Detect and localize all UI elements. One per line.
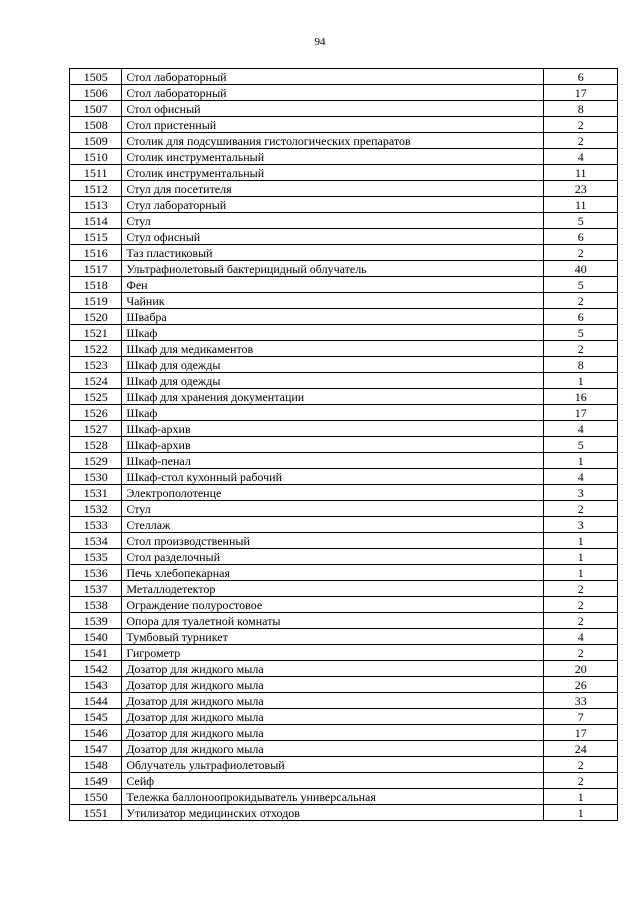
- item-name-cell: Шкаф для одежды: [122, 373, 544, 389]
- item-name-cell: Стеллаж: [122, 517, 544, 533]
- quantity-cell: 23: [544, 181, 618, 197]
- item-name-cell: Дозатор для жидкого мыла: [122, 741, 544, 757]
- table-row: [70, 693, 618, 709]
- table-row: [70, 69, 618, 85]
- row-number-cell: 1534: [70, 533, 122, 549]
- item-name-cell: Стол производственный: [122, 533, 544, 549]
- table-row: [70, 453, 618, 469]
- row-number-cell: 1551: [70, 805, 122, 821]
- row-number-cell: 1540: [70, 629, 122, 645]
- table-row: [70, 245, 618, 261]
- quantity-cell: 40: [544, 261, 618, 277]
- table-row: [70, 677, 618, 693]
- row-number-cell: 1538: [70, 597, 122, 613]
- table-row: [70, 549, 618, 565]
- quantity-cell: 33: [544, 693, 618, 709]
- quantity-cell: 3: [544, 485, 618, 501]
- item-name-cell: Тумбовый турникет: [122, 629, 544, 645]
- table-row: [70, 133, 618, 149]
- row-number-cell: 1541: [70, 645, 122, 661]
- item-name-cell: Шкаф: [122, 405, 544, 421]
- item-name-cell: Дозатор для жидкого мыла: [122, 709, 544, 725]
- quantity-cell: 6: [544, 69, 618, 85]
- row-number-cell: 1546: [70, 725, 122, 741]
- table-row: [70, 181, 618, 197]
- item-name-cell: Гигрометр: [122, 645, 544, 661]
- table-row: [70, 709, 618, 725]
- table-row: [70, 741, 618, 757]
- quantity-cell: 2: [544, 757, 618, 773]
- table-row: [70, 341, 618, 357]
- row-number-cell: 1526: [70, 405, 122, 421]
- table-row: [70, 485, 618, 501]
- quantity-cell: 2: [544, 773, 618, 789]
- row-number-cell: 1550: [70, 789, 122, 805]
- quantity-cell: 20: [544, 661, 618, 677]
- quantity-cell: 5: [544, 437, 618, 453]
- item-name-cell: Дозатор для жидкого мыла: [122, 677, 544, 693]
- row-number-cell: 1513: [70, 197, 122, 213]
- quantity-cell: 2: [544, 133, 618, 149]
- row-number-cell: 1508: [70, 117, 122, 133]
- table-row: [70, 501, 618, 517]
- item-name-cell: Стул: [122, 213, 544, 229]
- table-row: [70, 645, 618, 661]
- item-name-cell: Опора для туалетной комнаты: [122, 613, 544, 629]
- quantity-cell: 1: [544, 805, 618, 821]
- quantity-cell: 4: [544, 629, 618, 645]
- item-name-cell: Утилизатор медицинских отходов: [122, 805, 544, 821]
- table-row: [70, 725, 618, 741]
- row-number-cell: 1507: [70, 101, 122, 117]
- quantity-cell: 2: [544, 501, 618, 517]
- quantity-cell: 4: [544, 421, 618, 437]
- item-name-cell: Металлодетектор: [122, 581, 544, 597]
- row-number-cell: 1520: [70, 309, 122, 325]
- table-row: [70, 85, 618, 101]
- item-name-cell: Чайник: [122, 293, 544, 309]
- row-number-cell: 1529: [70, 453, 122, 469]
- row-number-cell: 1523: [70, 357, 122, 373]
- item-name-cell: Стол лабораторный: [122, 69, 544, 85]
- row-number-cell: 1519: [70, 293, 122, 309]
- quantity-cell: 6: [544, 309, 618, 325]
- item-name-cell: Швабра: [122, 309, 544, 325]
- quantity-cell: 8: [544, 101, 618, 117]
- quantity-cell: 4: [544, 469, 618, 485]
- item-name-cell: Ограждение полуростовое: [122, 597, 544, 613]
- quantity-cell: 6: [544, 229, 618, 245]
- table-row: [70, 613, 618, 629]
- table-row: [70, 277, 618, 293]
- table-row: [70, 325, 618, 341]
- item-name-cell: Стул лабораторный: [122, 197, 544, 213]
- quantity-cell: 2: [544, 645, 618, 661]
- table-row: [70, 149, 618, 165]
- item-name-cell: Стул офисный: [122, 229, 544, 245]
- row-number-cell: 1548: [70, 757, 122, 773]
- item-name-cell: Шкаф для хранения документации: [122, 389, 544, 405]
- table-row: [70, 213, 618, 229]
- table-row: [70, 469, 618, 485]
- quantity-cell: 5: [544, 277, 618, 293]
- table-row: [70, 229, 618, 245]
- table-row: [70, 405, 618, 421]
- row-number-cell: 1532: [70, 501, 122, 517]
- row-number-cell: 1543: [70, 677, 122, 693]
- item-name-cell: Фен: [122, 277, 544, 293]
- row-number-cell: 1505: [70, 69, 122, 85]
- row-number-cell: 1536: [70, 565, 122, 581]
- table-row: [70, 309, 618, 325]
- quantity-cell: 3: [544, 517, 618, 533]
- quantity-cell: 2: [544, 581, 618, 597]
- item-name-cell: Таз пластиковый: [122, 245, 544, 261]
- item-name-cell: Шкаф для одежды: [122, 357, 544, 373]
- quantity-cell: 26: [544, 677, 618, 693]
- row-number-cell: 1517: [70, 261, 122, 277]
- row-number-cell: 1509: [70, 133, 122, 149]
- row-number-cell: 1525: [70, 389, 122, 405]
- table-row: [70, 517, 618, 533]
- row-number-cell: 1522: [70, 341, 122, 357]
- page-number: 94: [314, 36, 326, 48]
- row-number-cell: 1514: [70, 213, 122, 229]
- row-number-cell: 1531: [70, 485, 122, 501]
- item-name-cell: Столик инструментальный: [122, 165, 544, 181]
- table-row: [70, 261, 618, 277]
- table-row: [70, 805, 618, 821]
- item-name-cell: Тележка баллоноопрокидыватель универсальная: [122, 789, 544, 805]
- quantity-cell: 8: [544, 357, 618, 373]
- row-number-cell: 1518: [70, 277, 122, 293]
- quantity-cell: 1: [544, 549, 618, 565]
- item-name-cell: Дозатор для жидкого мыла: [122, 661, 544, 677]
- item-name-cell: Шкаф-архив: [122, 421, 544, 437]
- table-row: [70, 773, 618, 789]
- table-row: [70, 789, 618, 805]
- quantity-cell: 2: [544, 341, 618, 357]
- row-number-cell: 1547: [70, 741, 122, 757]
- row-number-cell: 1528: [70, 437, 122, 453]
- item-name-cell: Дозатор для жидкого мыла: [122, 725, 544, 741]
- row-number-cell: 1511: [70, 165, 122, 181]
- quantity-cell: 2: [544, 597, 618, 613]
- row-number-cell: 1512: [70, 181, 122, 197]
- quantity-cell: 1: [544, 453, 618, 469]
- row-number-cell: 1549: [70, 773, 122, 789]
- quantity-cell: 4: [544, 149, 618, 165]
- item-name-cell: Печь хлебопекарная: [122, 565, 544, 581]
- row-number-cell: 1524: [70, 373, 122, 389]
- item-name-cell: Электрополотенце: [122, 485, 544, 501]
- table-row: [70, 421, 618, 437]
- table-row: [70, 661, 618, 677]
- table-row: [70, 533, 618, 549]
- item-name-cell: Столик для подсушивания гистологических препаратов: [122, 133, 544, 149]
- table-row: [70, 629, 618, 645]
- item-name-cell: Шкаф: [122, 325, 544, 341]
- quantity-cell: 16: [544, 389, 618, 405]
- row-number-cell: 1539: [70, 613, 122, 629]
- item-name-cell: Дозатор для жидкого мыла: [122, 693, 544, 709]
- quantity-cell: 2: [544, 293, 618, 309]
- item-name-cell: Столик инструментальный: [122, 149, 544, 165]
- inventory-table-body: [70, 69, 618, 821]
- table-row: [70, 597, 618, 613]
- item-name-cell: Шкаф-архив: [122, 437, 544, 453]
- item-name-cell: Стол пристенный: [122, 117, 544, 133]
- row-number-cell: 1542: [70, 661, 122, 677]
- row-number-cell: 1544: [70, 693, 122, 709]
- row-number-cell: 1515: [70, 229, 122, 245]
- quantity-cell: 17: [544, 405, 618, 421]
- quantity-cell: 1: [544, 789, 618, 805]
- item-name-cell: Стол офисный: [122, 101, 544, 117]
- row-number-cell: 1516: [70, 245, 122, 261]
- table-row: [70, 101, 618, 117]
- row-number-cell: 1527: [70, 421, 122, 437]
- table-row: [70, 389, 618, 405]
- item-name-cell: Сейф: [122, 773, 544, 789]
- table-row: [70, 293, 618, 309]
- quantity-cell: 5: [544, 213, 618, 229]
- table-row: [70, 117, 618, 133]
- quantity-cell: 5: [544, 325, 618, 341]
- row-number-cell: 1510: [70, 149, 122, 165]
- item-name-cell: Шкаф-стол кухонный рабочий: [122, 469, 544, 485]
- table-row: [70, 197, 618, 213]
- inventory-table: [69, 68, 618, 821]
- table-row: [70, 757, 618, 773]
- item-name-cell: Стол разделочный: [122, 549, 544, 565]
- row-number-cell: 1533: [70, 517, 122, 533]
- quantity-cell: 17: [544, 85, 618, 101]
- table-row: [70, 437, 618, 453]
- item-name-cell: Стол лабораторный: [122, 85, 544, 101]
- quantity-cell: 7: [544, 709, 618, 725]
- row-number-cell: 1537: [70, 581, 122, 597]
- quantity-cell: 1: [544, 533, 618, 549]
- row-number-cell: 1530: [70, 469, 122, 485]
- quantity-cell: 17: [544, 725, 618, 741]
- table-row: [70, 581, 618, 597]
- row-number-cell: 1506: [70, 85, 122, 101]
- item-name-cell: Ультрафиолетовый бактерицидный облучатель: [122, 261, 544, 277]
- quantity-cell: 1: [544, 373, 618, 389]
- item-name-cell: Стул: [122, 501, 544, 517]
- item-name-cell: Облучатель ультрафиолетовый: [122, 757, 544, 773]
- row-number-cell: 1521: [70, 325, 122, 341]
- table-row: [70, 565, 618, 581]
- item-name-cell: Шкаф для медикаментов: [122, 341, 544, 357]
- quantity-cell: 24: [544, 741, 618, 757]
- quantity-cell: 1: [544, 565, 618, 581]
- item-name-cell: Шкаф-пенал: [122, 453, 544, 469]
- row-number-cell: 1545: [70, 709, 122, 725]
- quantity-cell: 2: [544, 613, 618, 629]
- table-row: [70, 165, 618, 181]
- row-number-cell: 1535: [70, 549, 122, 565]
- table-row: [70, 357, 618, 373]
- quantity-cell: 2: [544, 117, 618, 133]
- quantity-cell: 11: [544, 165, 618, 181]
- quantity-cell: 2: [544, 245, 618, 261]
- quantity-cell: 11: [544, 197, 618, 213]
- item-name-cell: Стул для посетителя: [122, 181, 544, 197]
- table-row: [70, 373, 618, 389]
